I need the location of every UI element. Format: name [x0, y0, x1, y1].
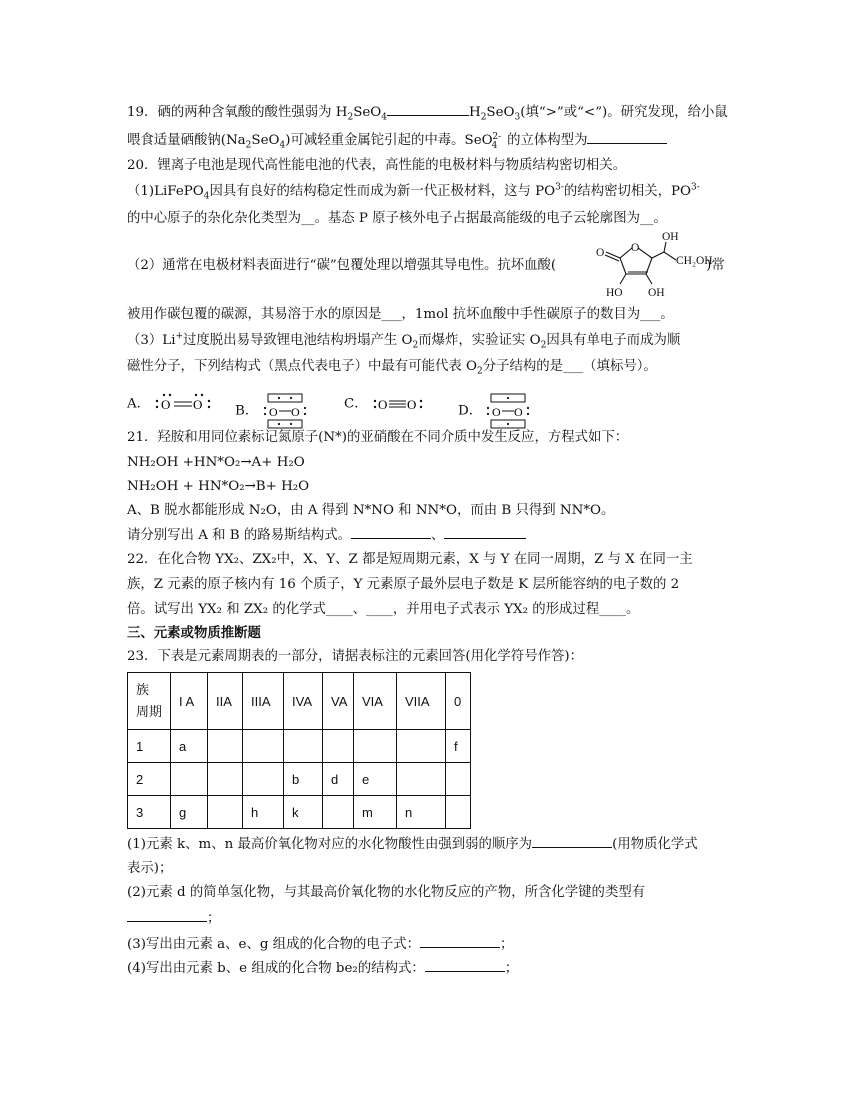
header-cell: 0	[446, 673, 471, 730]
option-d[interactable]	[458, 393, 530, 429]
header-cell: IIIA	[243, 673, 284, 730]
q23-sub1-line2: 表示)；	[127, 861, 173, 876]
q20-part3-line2: 磁性分子，下列结构式（黑点代表电子）中最有可能代表 $O_2$分子结构的是___（填标号）。	[127, 359, 657, 377]
table-cell: 3	[128, 796, 171, 829]
header-cell: VIA	[354, 673, 397, 730]
option-label: A．	[127, 396, 151, 412]
q20-text: 过度脱出易导致锂电池结构坍塌产生 O	[183, 333, 413, 348]
table-cell: g	[171, 796, 208, 829]
table-cell	[354, 730, 397, 763]
q21-text: 、	[431, 528, 445, 543]
table-cell: n	[397, 796, 446, 829]
table-cell	[446, 796, 471, 829]
o2-structure-c	[372, 393, 424, 415]
table-cell	[208, 763, 243, 796]
table-cell: d	[323, 763, 354, 796]
answer-blank[interactable]	[127, 909, 207, 922]
answer-blank[interactable]	[444, 526, 526, 539]
table-cell: k	[284, 796, 323, 829]
table-row	[128, 730, 471, 763]
q23-text: ；	[504, 961, 519, 976]
section-heading: 三、元素或物质推断题	[127, 625, 261, 641]
q22-line3: 倍。试写出 YX₂ 和 ZX₂ 的化学式____、____，并用电子式表示 YX₂ 的形成过程____。	[127, 602, 640, 617]
q20-text: 分子结构的是___（填标号）。	[482, 359, 657, 374]
q23-text: ；	[207, 911, 221, 926]
table-cell	[208, 796, 243, 829]
atom-label: O	[631, 242, 640, 254]
q21-title: 21．羟胺和用同位素标记氮原子(N*)的亚硝酸在不同介质中发生反应，方程式如下：	[127, 430, 629, 445]
q23-text: (1)元素 k、m、n 最高价氧化物对应的水化物酸性由强到弱的顺序为	[127, 837, 533, 852]
table-cell	[171, 763, 208, 796]
table-cell	[284, 730, 323, 763]
q19-text: H	[469, 105, 481, 120]
table-cell	[323, 730, 354, 763]
q23-sub4	[127, 959, 737, 978]
table-cell: e	[354, 763, 397, 796]
q19-text: (填“>”或“<”)。研究发现，给小鼠	[520, 105, 728, 120]
header-corner-cell	[128, 673, 171, 730]
o2-structure-a	[154, 393, 212, 415]
atom-label: OH	[662, 231, 679, 243]
header-cell: VIIA	[397, 673, 446, 730]
q20-text: 的结构密切相关，PO	[563, 184, 692, 199]
q21-text: 请分别写出 A 和 B 的路易斯结构式。	[127, 528, 352, 543]
option-a[interactable]	[127, 393, 212, 415]
q19-line2: 喂食适量硒酸钠$(Na_2SeO_4)$可减轻重金属铊引起的中毒。SeO$_4^{2-}$ 的立体构型为	[127, 131, 737, 150]
answer-blank[interactable]	[587, 131, 667, 144]
q23-sub1-line1	[127, 835, 737, 854]
table-cell: f	[446, 730, 471, 763]
q22-line1: 22．在化合物 YX₂、ZX₂中，X、Y、Z 都是短周期元素，X 与 Y 在同一周期，Z 与 X 在同一主	[127, 552, 693, 567]
q20-text: （1)LiFePO	[127, 184, 204, 199]
q21-desc: A、B 脱水都能形成 N₂O，由 A 得到 N*NO 和 NN*O，而由 B 只得到 NN*O。	[127, 503, 615, 518]
q20-text: 磁性分子，下列结构式（黑点代表电子）中最有可能代表 O	[127, 359, 477, 374]
atom-label: CH₂OH	[676, 255, 713, 267]
table-cell: 1	[128, 730, 171, 763]
q23-text: (用物质化学式	[612, 837, 698, 852]
q20-text: （3）Li	[127, 333, 176, 348]
q19-text: 喂食适量硒酸钠(Na	[127, 133, 246, 148]
table-cell	[446, 763, 471, 796]
option-label: B．	[235, 403, 259, 419]
option-c[interactable]	[344, 393, 424, 415]
q19-text: 19．硒的两种含氧酸的酸性强弱为 H	[127, 105, 348, 120]
atom-label: HO	[606, 287, 623, 299]
svg-text:O: O	[193, 397, 203, 412]
q20-text: （2）通常在电极材料表面进行“碳”包覆处理以增强其导电性。抗坏血酸(	[127, 258, 557, 273]
table-cell: m	[354, 796, 397, 829]
answer-blank[interactable]	[351, 526, 431, 539]
answer-blank[interactable]	[425, 959, 505, 972]
q20-part3-line1: （3）Li+过度脱出易导致锂电池结构坍塌产生 $O_2$而爆炸，实验证实 $O_2$因具有单电子而成为顺	[127, 331, 681, 351]
table-cell	[243, 763, 284, 796]
q19-text: SeO	[251, 133, 280, 148]
svg-text:O: O	[514, 405, 524, 419]
svg-text:O: O	[377, 397, 388, 412]
header-corner-top: 族	[136, 682, 150, 697]
q19-text: SeO	[353, 105, 382, 120]
table-cell	[323, 796, 354, 829]
table-cell: h	[243, 796, 284, 829]
o2-structure-d	[486, 393, 530, 429]
table-cell	[243, 730, 284, 763]
table-cell	[397, 763, 446, 796]
table-cell: 2	[128, 763, 171, 796]
svg-text:O: O	[268, 405, 278, 419]
header-corner-bottom: 周期	[136, 704, 163, 719]
q23-text: (4)写出由元素 b、e 组成的化合物 be₂的结构式：	[127, 961, 425, 976]
answer-blank[interactable]	[532, 835, 612, 848]
svg-text:O: O	[406, 397, 417, 412]
q21-eq2: NH₂OH + HN*O₂→B+ H₂O	[127, 479, 310, 494]
table-cell	[397, 730, 446, 763]
atom-label: OH	[648, 287, 665, 299]
q23-sub2-line2	[127, 909, 737, 928]
header-cell: I A	[171, 673, 208, 730]
q23-title: 23．下表是元素周期表的一部分，请据表标注的元素回答(用化学符号作答)：	[127, 649, 583, 664]
o2-structure-b	[263, 393, 307, 429]
q23-sub3	[127, 935, 737, 954]
table-row	[128, 763, 471, 796]
q20-part1-line2: 的中心原子的杂化杂化类型为__。基态 P 原子核外电子占据最高能级的电子云轮廓图为__。	[127, 211, 667, 226]
q19-text: )可减轻重金属铊引起的中毒。SeO	[285, 133, 493, 148]
q22-line2: 族，Z 元素的原子核内有 16 个质子，Y 元素原子最外层电子数是 K 层所能容纳的电子数的 2	[127, 577, 680, 592]
q20-part1-line1: （1)LiFePO$_4$因具有良好的结构稳定性而成为新一代正极材料，这与 $PO^{3-}$的结构密切相关，$PO^{3-}$	[127, 182, 700, 202]
atom-label: O	[596, 247, 605, 259]
q20-text: 因具有良好的结构稳定性而成为新一代正极材料，这与 PO	[209, 184, 556, 199]
q23-sub2-line1: (2)元素 d 的简单氢化物，与其最高价氧化物的水化物反应的产物，所含化学键的类型有	[127, 885, 646, 900]
option-b[interactable]	[235, 393, 307, 429]
table-cell	[208, 730, 243, 763]
q20-text: 而爆炸，实验证实 O	[418, 333, 541, 348]
table-cell: b	[284, 763, 323, 796]
table-cell: a	[171, 730, 208, 763]
q20-text: 因具有单电子而成为顺	[546, 333, 681, 348]
header-cell: IIA	[208, 673, 243, 730]
q20-part2-line2: 被用作碳包覆的碳源，其易溶于水的原因是___，1mol 抗坏血酸中手性碳原子的数目为___。	[127, 307, 674, 322]
q19-line1: 19．硒的两种含氧酸的酸性强弱为 $H_2SeO_4$ $H_2SeO_3$(填“>”或“<”)。研究发现，给小鼠	[127, 105, 728, 123]
q21-eq1: NH₂OH +HN*O₂→A+ H₂O	[127, 455, 305, 470]
q20-title: 20．锂离子电池是现代高性能电池的代表，高性能的电极材料与物质结构密切相关。	[127, 158, 627, 173]
svg-text:O: O	[161, 397, 171, 412]
q20-text: )常	[706, 258, 725, 273]
svg-text:O: O	[492, 405, 502, 419]
table-header-row	[128, 673, 471, 730]
answer-blank[interactable]	[387, 103, 469, 116]
header-cell: IVA	[284, 673, 323, 730]
q23-text: ；	[500, 937, 514, 952]
q19-text: 的立体构型为	[507, 133, 588, 148]
table-row	[128, 796, 471, 829]
periodic-table	[127, 672, 471, 829]
ascorbic-acid-structure	[580, 228, 724, 300]
q19-text: SeO	[486, 105, 515, 120]
option-label: D．	[458, 403, 483, 419]
svg-text:O: O	[290, 405, 300, 419]
answer-blank[interactable]	[420, 935, 500, 948]
header-cell: VA	[323, 673, 354, 730]
option-label: C．	[344, 396, 368, 412]
q23-text: (3)写出由元素 a、e、g 组成的化合物的电子式：	[127, 937, 420, 952]
q21-ask-line	[127, 526, 737, 545]
